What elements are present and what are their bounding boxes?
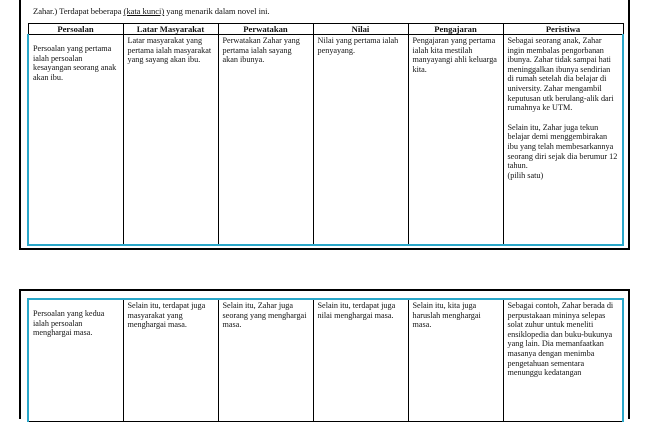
cell-nilai: Selain itu, terdapat juga nilai menghargai masa. [313,299,408,422]
intro-text-after: yang menarik dalam novel ini. [164,6,270,16]
cell-perwatakan: Selain itu, Zahar juga seorang yang menghargai masa. [218,299,313,422]
table-row [28,299,623,422]
peristiwa-note: (pilih satu) [507,170,544,180]
header-persoalan: Persoalan [28,24,123,35]
intro-sentence [33,6,270,16]
cell-peristiwa: Sebagai contoh, Zahar berada di perpustakaan mininya selepas solat zuhur untuk meneliti ensiklopedia dan buku-bukunya yang lain. Dia memanfaatkan masanya dengan menimba pengetahuan sementara menunggu kedatangan [503,299,623,422]
analysis-table-top [27,23,624,246]
intro-text-before: Zahar.) Terdapat beberapa [33,6,124,16]
table-row [28,35,623,246]
header-latar-masyarakat: Latar Masyarakat [123,24,218,35]
cell-nilai: Nilai yang pertama ialah penyayang. [313,35,408,246]
cell-latar-masyarakat: Latar masyarakat yang pertama ialah masyarakat yang sayang akan ibu. [123,35,218,246]
keyword-underlined: (kata kunci) [123,6,165,16]
peristiwa-paragraph-2: Selain itu, Zahar juga tekun belajar demi menggembirakan ibu yang telah membesarkannya seorang diri sejak dia berumur 12 tahun. [507,122,618,171]
header-perwatakan: Perwatakan [218,24,313,35]
header-pengajaran: Pengajaran [408,24,503,35]
peristiwa-paragraph-1: Sebagai seorang anak, Zahar ingin membalas pengorbanan ibunya. Zahar tidak sampai hati meninggalkan ibunya sendirian di rumah setelah dia belajar di university. Zahar mengambil keputusan utk berulang-alik dari rumahnya ke UTM. [507,36,614,113]
cell-pengajaran: Pengajaran yang pertama ialah kita mestilah manyayangi ahli keluarga kita. [408,35,503,246]
cell-perwatakan: Perwatakan Zahar yang pertama ialah sayang akan ibunya. [218,35,313,246]
cell-persoalan: Persoalan yang pertama ialah persoalan kesayangan seorang anak akan ibu. [28,35,123,246]
analysis-table-bottom [27,298,624,422]
header-nilai: Nilai [313,24,408,35]
table-frame-top [19,0,630,250]
table-header-row [28,24,623,35]
cell-latar-masyarakat: Selain itu, terdapat juga masyarakat yang menghargai masa. [123,299,218,422]
cell-peristiwa [503,35,623,246]
cell-pengajaran: Selain itu, kita juga haruslah menghargai masa. [408,299,503,422]
cell-persoalan: Persoalan yang kedua ialah persoalan menghargai masa. [28,299,123,422]
header-peristiwa: Peristiwa [503,24,623,35]
